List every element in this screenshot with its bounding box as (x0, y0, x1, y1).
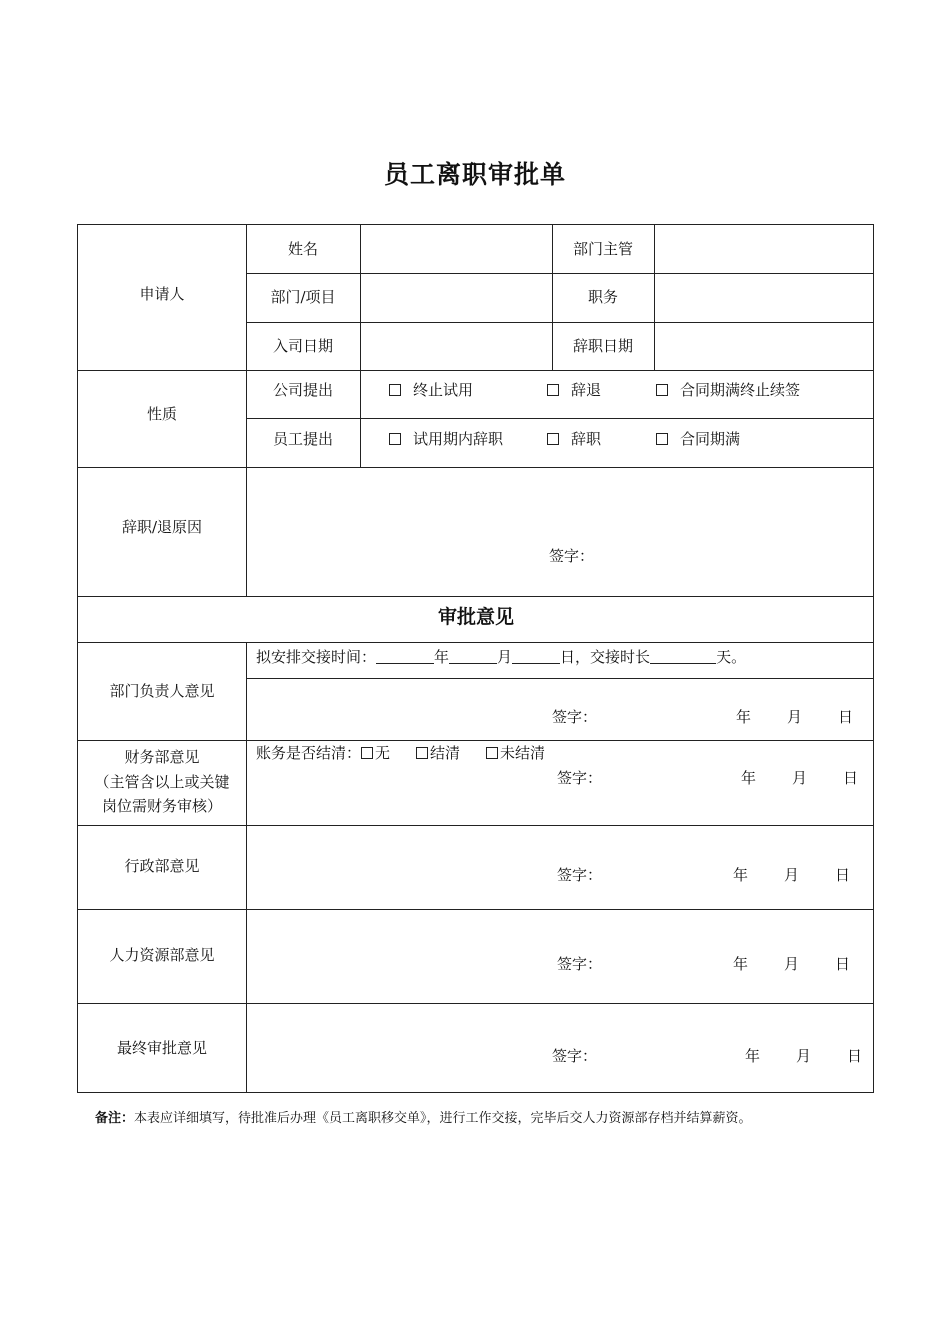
date-month: 月 (792, 769, 808, 787)
checkbox[interactable] (389, 433, 401, 445)
date-day: 日 (838, 708, 854, 726)
divider (78, 642, 874, 643)
admin-sign-label: 签字： (557, 866, 603, 884)
resign-date-label: 辞职日期 (572, 337, 633, 355)
option-dismiss[interactable]: 辞退 (547, 381, 601, 399)
checkbox[interactable] (547, 384, 559, 396)
admin-label: 行政部意见 (124, 857, 200, 875)
date-year: 年 (733, 955, 749, 973)
handover-schedule: 拟安排交接时间： 年 月 日，交接时长 天。 (256, 648, 747, 666)
option-none[interactable]: 无 (361, 744, 390, 762)
checkbox[interactable] (389, 384, 401, 396)
date-day: 日 (835, 955, 851, 973)
note-text: 本表应详细填写，待批准后办理《员工离职移交单》，进行工作交接，完毕后交人力资源部存档并结算薪资。 (134, 1111, 752, 1126)
date-month: 月 (796, 1047, 812, 1065)
option-unsettled[interactable]: 未结清 (486, 744, 545, 762)
dept-head-sign-label: 签字： (552, 708, 598, 726)
finance-sign-label: 签字： (557, 769, 603, 787)
checkbox[interactable] (486, 747, 498, 759)
final-label: 最终审批意见 (116, 1039, 207, 1057)
hr-sign-label: 签字： (557, 955, 603, 973)
handover-month-blank[interactable] (449, 649, 497, 664)
divider (78, 370, 874, 371)
date-month: 月 (784, 955, 800, 973)
nature-section-label: 性质 (146, 405, 177, 423)
footnote (95, 1110, 752, 1128)
checkbox[interactable] (656, 433, 668, 445)
position-label: 职务 (587, 288, 618, 306)
reason-sign-label: 签字： (549, 547, 595, 565)
date-year: 年 (741, 769, 757, 787)
checkbox[interactable] (361, 747, 373, 759)
reason-field[interactable] (247, 468, 874, 596)
supervisor-label: 部门主管 (572, 240, 633, 258)
divider (78, 740, 874, 741)
option-contract-not-renewed[interactable]: 合同期满终止续签 (656, 381, 800, 399)
option-resign-in-probation[interactable]: 试用期内辞职 (389, 430, 503, 448)
checkbox[interactable] (656, 384, 668, 396)
entry-date-label: 入司日期 (272, 337, 333, 355)
dept-label: 部门/项目 (270, 288, 336, 306)
date-month: 月 (784, 866, 800, 884)
company-proposed-label: 公司提出 (272, 381, 333, 399)
name-label: 姓名 (287, 240, 318, 258)
supervisor-field[interactable] (655, 225, 874, 273)
option-end-probation[interactable]: 终止试用 (389, 381, 473, 399)
option-contract-expired[interactable]: 合同期满 (656, 430, 740, 448)
dept-head-label: 部门负责人意见 (109, 682, 215, 700)
handover-duration-blank[interactable] (650, 649, 716, 664)
resign-date-field[interactable] (655, 323, 874, 370)
dept-field[interactable] (361, 274, 552, 322)
date-month: 月 (787, 708, 803, 726)
date-day: 日 (835, 866, 851, 884)
finance-label-note: （主管含以上或关键 (94, 773, 230, 791)
date-day: 日 (847, 1047, 863, 1065)
handover-year-blank[interactable] (376, 649, 434, 664)
date-year: 年 (736, 708, 752, 726)
checkbox[interactable] (547, 433, 559, 445)
reason-label: 辞职/退原因 (121, 518, 203, 536)
name-field[interactable] (361, 225, 552, 273)
handover-day-blank[interactable] (512, 649, 560, 664)
hr-label: 人力资源部意见 (109, 946, 215, 964)
date-year: 年 (733, 866, 749, 884)
approval-heading: 审批意见 (437, 606, 514, 628)
divider (246, 418, 874, 419)
approval-form (77, 224, 874, 1093)
entry-date-field[interactable] (361, 323, 552, 370)
applicant-section-label: 申请人 (139, 285, 185, 303)
option-resign[interactable]: 辞职 (547, 430, 601, 448)
page-title: 员工离职审批单 (383, 160, 566, 189)
checkbox[interactable] (416, 747, 428, 759)
finance-label-note: 岗位需财务审核） (101, 797, 222, 815)
finance-label: 财务部意见 (124, 748, 200, 766)
finance-settled-question: 账务是否结清： 无 结清 未结清 (256, 744, 546, 762)
option-settled[interactable]: 结清 (416, 744, 460, 762)
final-sign-label: 签字： (552, 1047, 598, 1065)
date-year: 年 (745, 1047, 761, 1065)
position-field[interactable] (655, 274, 874, 322)
date-day: 日 (843, 769, 859, 787)
note-label: 备注： (95, 1111, 135, 1126)
divider (78, 596, 874, 597)
employee-proposed-label: 员工提出 (272, 430, 333, 448)
